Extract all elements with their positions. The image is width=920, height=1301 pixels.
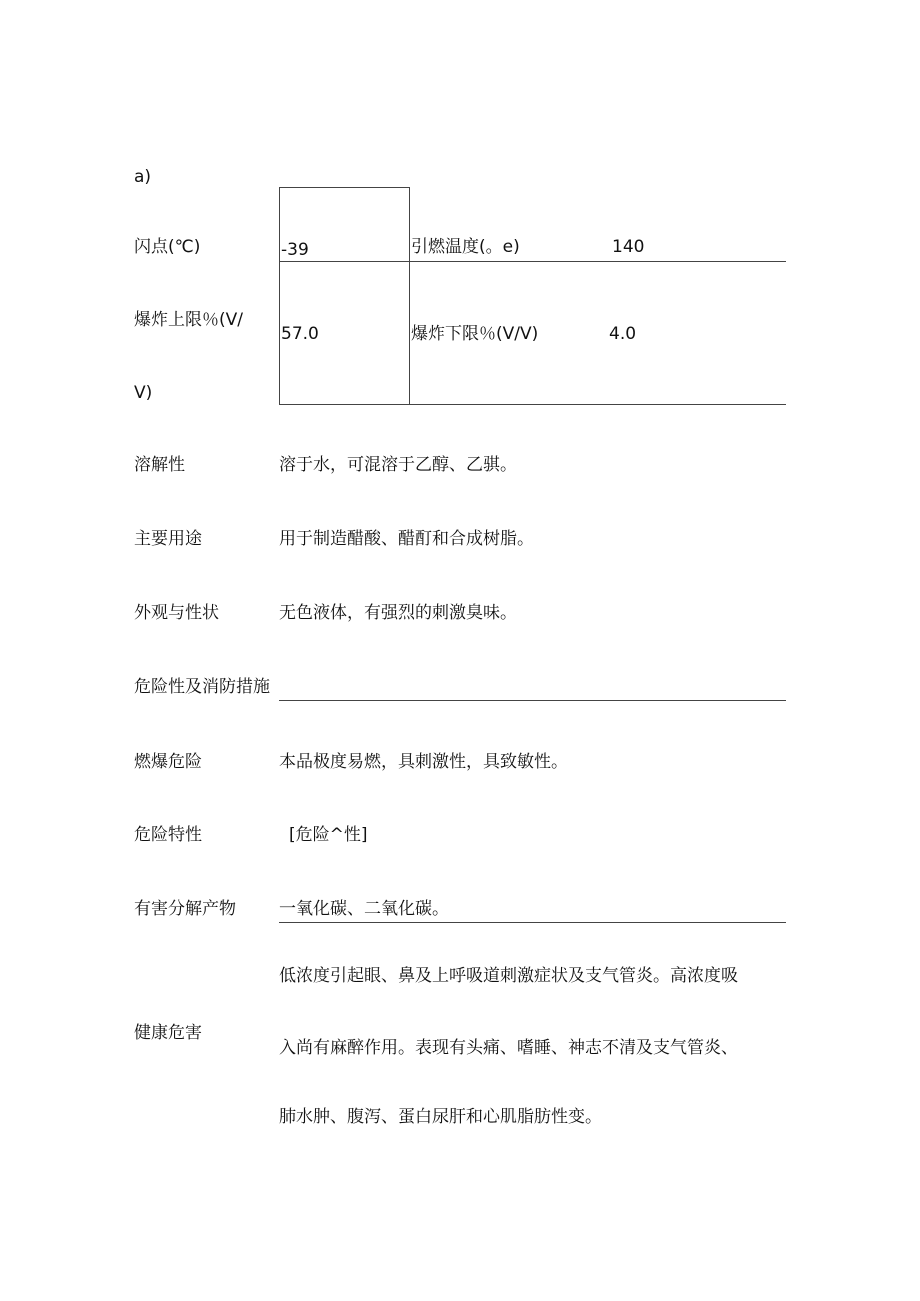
ignition-temp-value: 140 <box>612 237 645 257</box>
explosion-upper-value: 57.0 <box>281 324 319 344</box>
solubility-label: 溶解性 <box>134 455 185 475</box>
health-hazard-line: 低浓度引起眼、鼻及上呼吸道刺激症状及支气管炎。高浓度吸 <box>279 966 738 986</box>
explosion-lower-value: 4.0 <box>609 324 637 344</box>
hazard-char-value: [危险^性] <box>289 825 368 845</box>
hazard-char-label: 危险特性 <box>134 825 202 845</box>
flash-point-value: -39 <box>281 240 309 260</box>
table-bottom-border <box>279 404 786 405</box>
uses-value: 用于制造醋酸、醋酊和合成树脂。 <box>279 529 534 549</box>
fire-hazard-value: 本品极度易燃，具刺激性，具致敏性。 <box>279 752 568 772</box>
table-top-border <box>279 187 409 188</box>
flash-point-label: 闪点(℃) <box>134 237 201 257</box>
section-marker: a) <box>134 167 152 187</box>
decomposition-value: 一氧化碳、二氧化碳。 <box>279 899 449 919</box>
table-row-divider <box>279 261 786 262</box>
uses-label: 主要用途 <box>134 529 202 549</box>
table-column-divider <box>409 187 410 404</box>
explosion-lower-label: 爆炸下限％(V/V) <box>411 324 539 344</box>
health-hazard-line: 入尚有麻醉作用。表现有头痛、嗜睡、神志不清及支气管炎、 <box>279 1038 738 1058</box>
decomposition-underline <box>279 922 786 923</box>
decomposition-label: 有害分解产物 <box>134 899 236 919</box>
health-hazard-label: 健康危害 <box>134 1023 202 1043</box>
explosion-upper-label: 爆炸上限％(V/ <box>134 310 243 330</box>
table-left-border <box>279 187 280 404</box>
appearance-label: 外观与性状 <box>134 603 219 623</box>
health-hazard-line: 肺水肿、腹泻、蛋白尿肝和心肌脂肪性变。 <box>279 1107 602 1127</box>
section-divider <box>279 700 786 701</box>
appearance-value: 无色液体，有强烈的刺激臭味。 <box>279 603 517 623</box>
ignition-temp-label: 引燃温度(。e) <box>411 237 520 257</box>
hazard-section-title: 危险性及消防措施 <box>134 677 270 697</box>
solubility-value: 溶于水，可混溶于乙醇、乙骐。 <box>279 455 517 475</box>
explosion-upper-label-cont: V) <box>134 383 153 403</box>
fire-hazard-label: 燃爆危险 <box>134 752 202 772</box>
